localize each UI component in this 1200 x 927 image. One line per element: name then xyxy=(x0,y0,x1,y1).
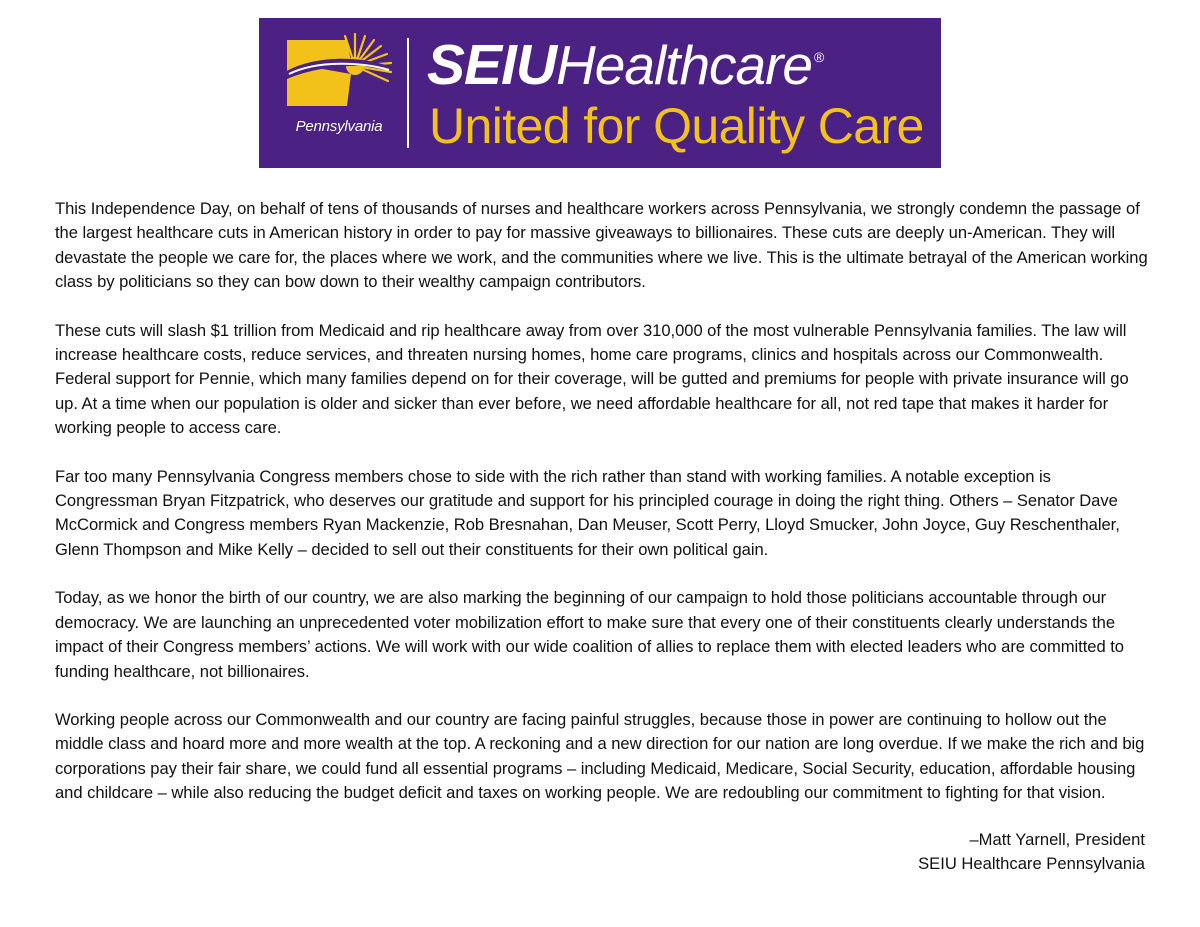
statement-paragraph: This Independence Day, on behalf of tens of thousands of nurses and healthcare workers across Pennsylvania, we strongly condemn the passage of the largest healthcare cuts in American history in order to pay for massive giveaways to billionaires. These cuts are deeply un-American. They will devastate the people we care for, the places where we work, and the communities where we live. This is the ultimate betrayal of the American working class by politicians so they can bow down to their wealthy campaign contributors. xyxy=(55,199,1148,292)
signature-organization: SEIU Healthcare Pennsylvania xyxy=(918,854,1145,874)
registered-mark: ® xyxy=(814,49,825,65)
logo-divider xyxy=(407,38,409,148)
brand-wordmark xyxy=(427,32,824,104)
brand-seiu: SEIU xyxy=(427,33,557,97)
statement-paragraph: These cuts will slash $1 trillion from Medicaid and rip healthcare away from over 310,000 of the most vulnerable Pennsylvania families. The law will increase healthcare costs, reduce services, and threaten nursing homes, home care programs, clinics and hospitals across our Commonwealth. Federal support for Pennie, which many families depend on for their coverage, will be gutted and premiums for people with private insurance will go up. At a time when our population is older and sicker than ever before, we need affordable healthcare for all, not red tape that makes it harder for working people to access care. xyxy=(55,320,1129,438)
statement-paragraph: Today, as we honor the birth of our country, we are also marking the beginning of our campaign to hold those politicians accountable through our democracy. We are launching an unprecedented voter mobilization effort to make sure that every one of their constituents clearly understands the impact of their Congress members’ actions. We will work with our wide coalition of allies to replace them with elected leaders who are committed to funding healthcare, not billionaires. xyxy=(55,588,1124,681)
state-label: Pennsylvania xyxy=(295,118,383,135)
keystone-sunburst-icon xyxy=(277,32,395,114)
statement-paragraph: Far too many Pennsylvania Congress members chose to side with the rich rather than stand with working families. A notable exception is Congressman Bryan Fitzpatrick, who deserves our gratitude and support for his principled courage in doing the right thing. Others – Senator Dave McCormick and Congress members Ryan Mackenzie, Rob Bresnahan, Dan Meuser, Scott Perry, Lloyd Smucker, John Joyce, Guy Reschenthaler, Glenn Thompson and Mike Kelly – decided to sell out their constituents for their own political gain. xyxy=(55,466,1120,559)
header-banner xyxy=(259,18,941,168)
signature-block xyxy=(918,828,1145,877)
signature-name: –Matt Yarnell, President xyxy=(969,830,1145,849)
statement-body xyxy=(55,197,1150,830)
statement-paragraph: Working people across our Commonwealth and our country are facing painful struggles, because those in power are continuing to hollow out the middle class and hoard more and more wealth at the top. A reckoning and a new direction for our nation are long overdue. If we make the rich and big corporations pay their fair share, we could fund all essential programs – including Medicaid, Medicare, Social Security, education, affordable housing and childcare – while also reducing the budget deficit and taxes on working people. We are redoubling our commitment to fighting for that vision. xyxy=(55,709,1145,803)
brand-healthcare: Healthcare xyxy=(556,34,813,96)
brand-tagline: United for Quality Care xyxy=(429,98,924,154)
